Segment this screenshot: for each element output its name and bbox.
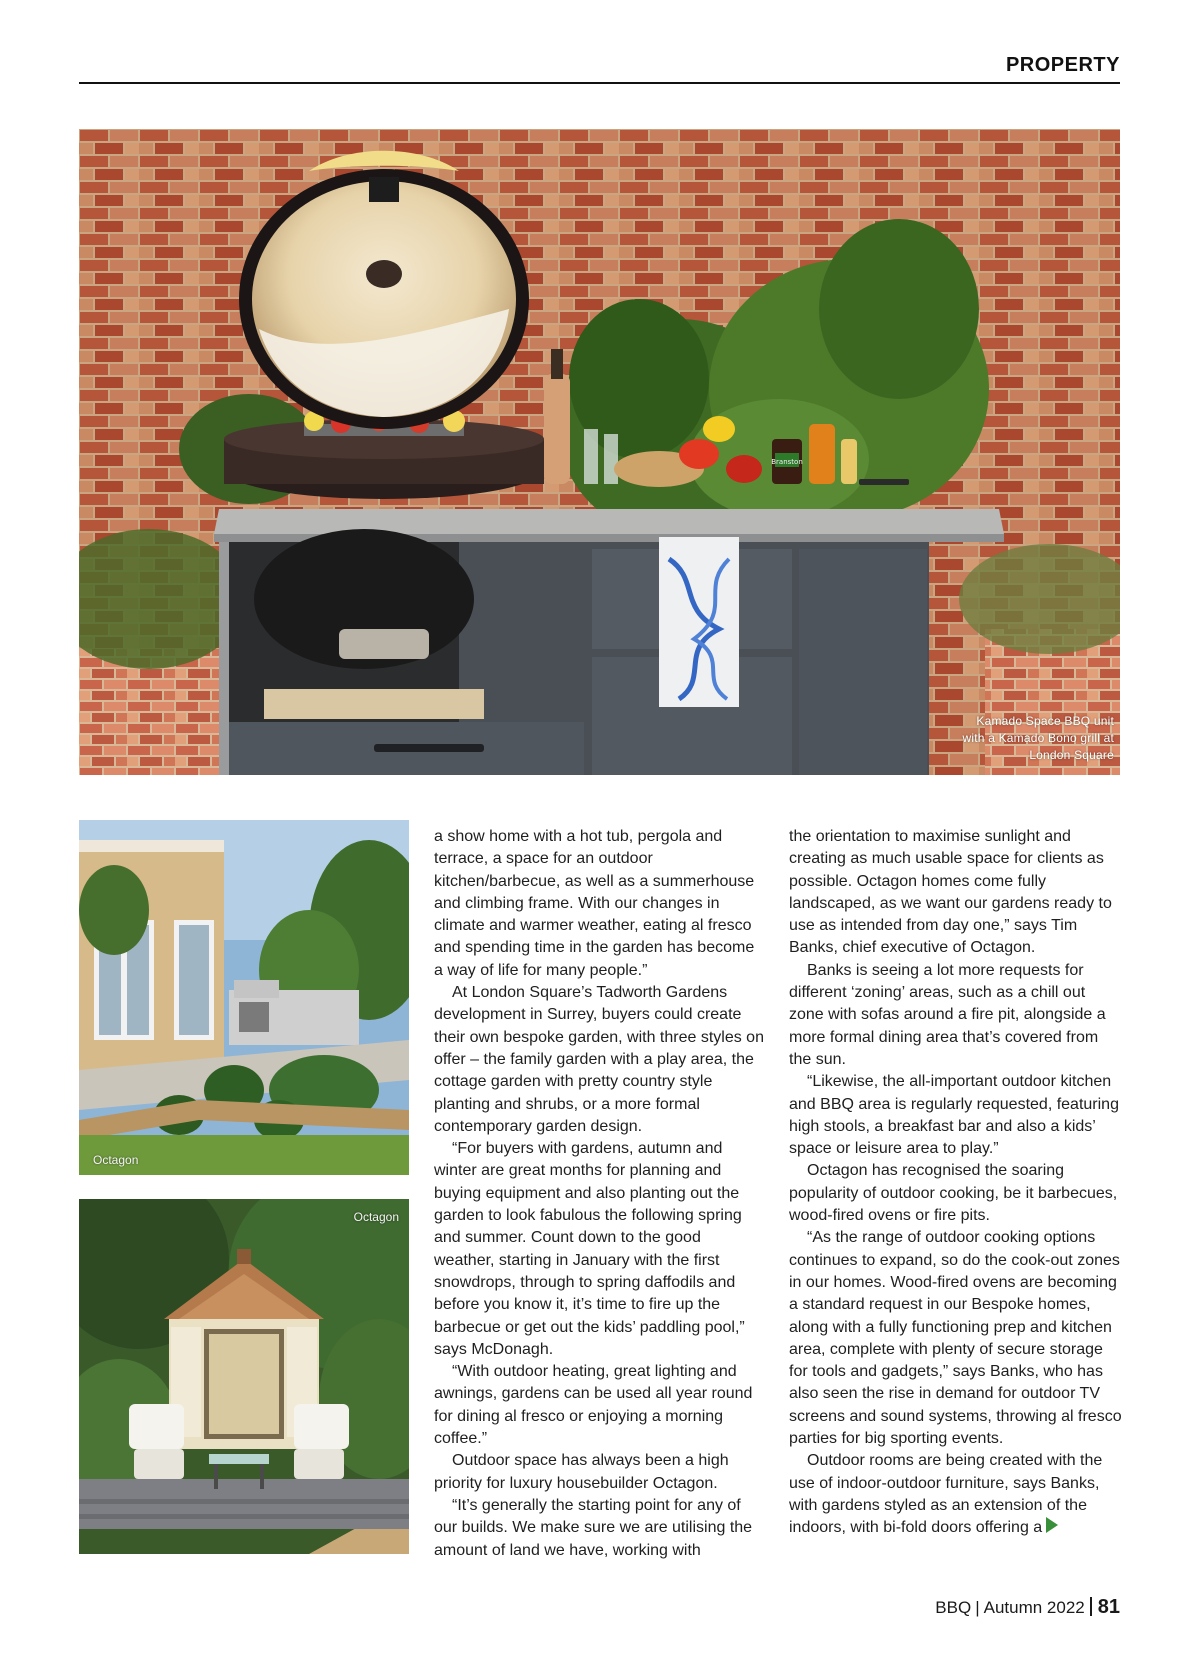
magazine-name: BBQ	[935, 1598, 972, 1617]
article-column-2	[789, 826, 1124, 1540]
paragraph: “For buyers with gardens, autumn and winter are great months for planning and buying equipment and also planting out the garden to look fabulous the following spring and summer. Count down to the good weather, starting in January with the first snowdrops, through to spring daffodils and before you know it, it’s time to fire up the barbecue or get out the kids’ paddling pool,” says McDonagh.	[434, 1140, 745, 1358]
paragraph: Banks is seeing a lot more requests for different ‘zoning’ areas, such as a chill out zone with sofas around a fire pit, alongside a more formal dining area that’s covered from the sun.	[789, 961, 1106, 1068]
photo-credit-1: Octagon	[93, 1153, 139, 1167]
paragraph	[789, 1450, 1124, 1539]
article-column-1	[434, 826, 764, 1562]
hero-caption: Kamado Space BBQ unit with a Kamado Bono grill at London Square	[962, 714, 1114, 762]
section-label: PROPERTY	[1005, 54, 1120, 76]
paragraph: Outdoor space has always been a high priority for luxury housebuilder Octagon.	[434, 1452, 729, 1492]
summerhouse-photo	[79, 1199, 409, 1554]
paragraph-text: Outdoor rooms are being created with the use of indoor-outdoor furniture, says Banks, with gardens styled as an extension of the indoors, with bi-fold doors offering a	[789, 1452, 1103, 1537]
continue-arrow-icon	[1046, 1517, 1058, 1533]
page-folio	[935, 1596, 1120, 1619]
jar-label: Branston	[771, 458, 803, 466]
paragraph: a show home with a hot tub, pergola and terrace, a space for an outdoor kitchen/barbecue, as well as a summerhouse and climbing frame. With our changes in climate and warmer weather, eating al fresco and spending time in the garden has become a way of life for many people.”	[434, 828, 755, 979]
header-rule	[79, 82, 1120, 84]
paragraph: “It’s generally the starting point for any of our builds. We make sure we are utilising the amount of land we have, working with	[434, 1496, 753, 1559]
folio-separator: |	[975, 1598, 980, 1617]
paragraph: Octagon has recognised the soaring popularity of outdoor cooking, be it barbecues, wood-fired ovens or fire pits.	[789, 1162, 1118, 1225]
paragraph: “As the range of outdoor cooking options continues to expand, so do the cook-out zones in our homes. Wood-fired ovens are becoming a standard request in our Bespoke homes, along with a fully functioning prep and kitchen area, complete with plenty of secure storage for tools and gadgets,” says Banks, who has also seen the rise in demand for outdoor TV screens and sound systems, throwing al fresco parties for big sporting events.	[789, 1229, 1122, 1448]
hero-photo	[79, 129, 1120, 775]
photo-credit-2: Octagon	[353, 1210, 399, 1224]
paragraph: “Likewise, the all-important outdoor kitchen and BBQ area is regularly requested, featuring high stools, a breakfast bar and also a kids’ space or leisure area to play.”	[789, 1073, 1119, 1158]
paragraph: At London Square’s Tadworth Gardens development in Surrey, buyers could create their own bespoke garden, with three styles on offer – the family garden with a play area, the cottage garden with pretty country style planting and shrubs, or a more formal contemporary garden design.	[434, 984, 764, 1135]
folio-divider	[1090, 1597, 1092, 1616]
paragraph: “With outdoor heating, great lighting and awnings, gardens can be used all year round for dining al fresco or enjoying a morning coffee.”	[434, 1363, 753, 1448]
garden-kitchen-photo	[79, 820, 409, 1175]
page-number: 81	[1097, 1596, 1120, 1618]
paragraph: the orientation to maximise sunlight and creating as much usable space for clients as possible. Octagon homes come fully landscaped, as we want our gardens ready to use as intended from day one,” says Tim Banks, chief executive of Octagon.	[789, 828, 1112, 957]
issue-label: Autumn 2022	[983, 1598, 1085, 1617]
